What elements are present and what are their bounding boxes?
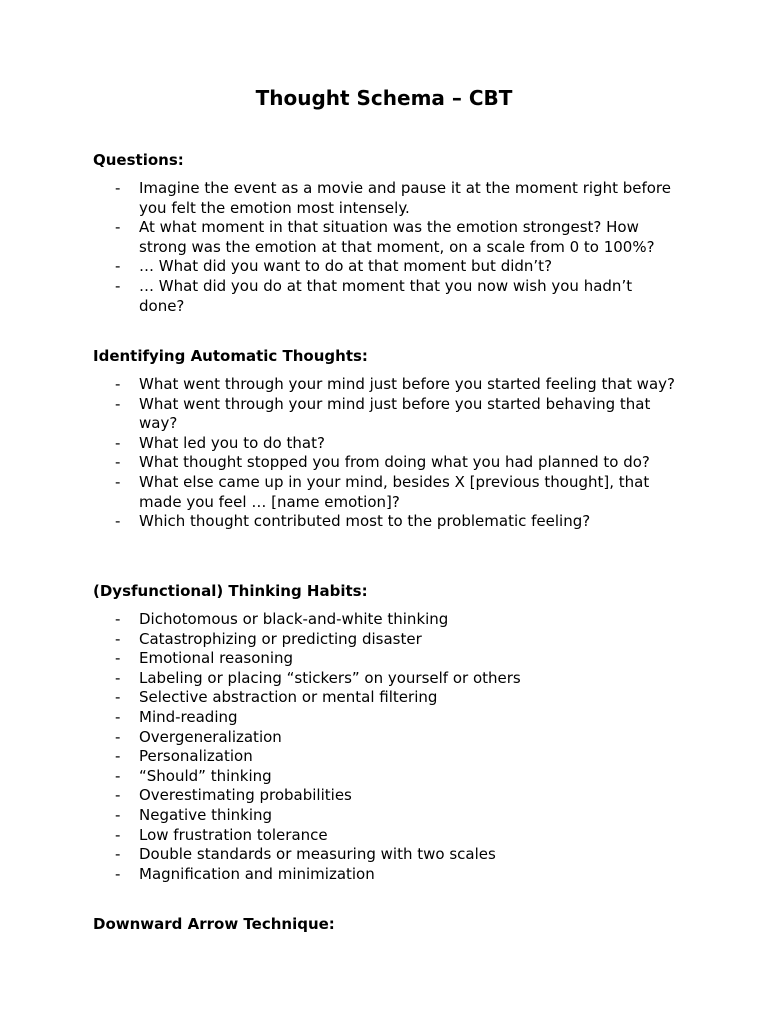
list-item: - Mind-reading — [115, 707, 238, 726]
list-item: - What thought stopped you from doing what you had planned to do? — [115, 453, 650, 472]
list-item: - What went through your mind just before you started behaving that way? — [115, 394, 651, 433]
list-item: - At what moment in that situation was the emotion strongest? How strong was the emotion at that moment, on a scale from 0 to 100%? — [115, 218, 655, 256]
list-item: - Emotional reasoning — [115, 649, 294, 668]
list-item: - … What did you do at that moment that you now wish you hadn’t done? — [115, 276, 633, 315]
question-list — [93, 179, 693, 316]
section-heading: Downward Arrow Technique: — [93, 915, 335, 933]
list-item: - Imagine the event as a movie and pause it at the moment right before you felt the emotion most intensely. — [115, 179, 671, 217]
list-item: - Overgeneralization — [115, 727, 282, 746]
section-questions — [93, 150, 693, 316]
section-automatic-thoughts — [93, 346, 693, 532]
list-item: - Labeling or placing “stickers” on yourself or others — [115, 668, 521, 687]
list-item: - Which thought contributed most to the problematic feeling? — [115, 512, 591, 531]
list-item: - Selective abstraction or mental filtering — [115, 688, 438, 707]
list-item: - What went through your mind just before you started feeling that way? — [115, 375, 675, 393]
list-item: - Low frustration tolerance — [115, 825, 328, 844]
section-downward-arrow — [93, 914, 693, 943]
list-item: - Catastrophizing or predicting disaster — [115, 629, 422, 648]
page-title: Thought Schema – CBT — [255, 86, 513, 110]
list-item: - What else came up in your mind, besides X [previous thought], that made you feel … [name emotion]? — [115, 472, 650, 511]
list-item: - Double standards or measuring with two scales — [115, 845, 496, 864]
section-heading: Identifying Automatic Thoughts: — [93, 347, 368, 365]
list-item: - “Should” thinking — [115, 766, 272, 785]
list-item: - Dichotomous or black-and-white thinking — [115, 610, 449, 628]
section-thinking-habits — [93, 581, 693, 884]
list-item: - Magnification and minimization — [115, 864, 375, 883]
list-item: - Negative thinking — [115, 805, 273, 824]
thinking-habits-list — [93, 610, 693, 884]
list-item: - … What did you want to do at that moment but didn’t? — [115, 257, 553, 276]
list-item: - Overestimating probabilities — [115, 786, 352, 805]
section-heading: Questions: — [93, 151, 184, 169]
list-item: - Personalization — [115, 747, 253, 766]
list-item: - What led you to do that? — [115, 433, 325, 452]
automatic-thoughts-list — [93, 375, 693, 532]
section-heading: (Dysfunctional) Thinking Habits: — [93, 582, 368, 600]
